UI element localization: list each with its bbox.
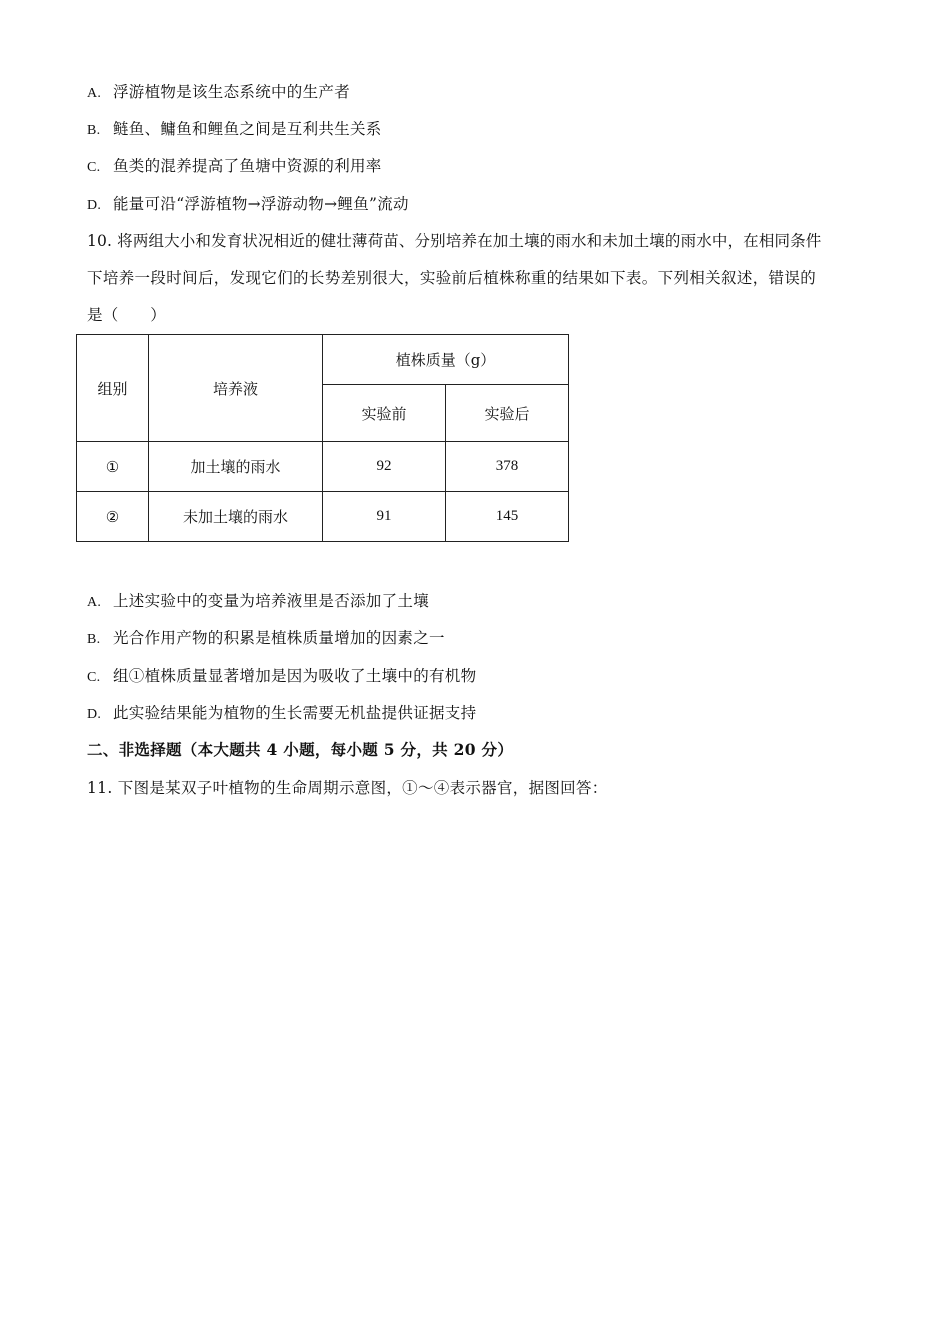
option-letter: C.: [87, 160, 101, 175]
cell-group: ①: [77, 442, 149, 492]
q10-stem-line2: 下培养一段时间后，发现它们的长势差别很大，实验前后植株称重的结果如下表。下列相关叙述，错误的: [87, 269, 817, 287]
option-letter: B.: [87, 123, 101, 138]
cell-medium: 加土壤的雨水: [149, 442, 323, 492]
experiment-table: [76, 334, 569, 542]
q9-option-c: [87, 156, 382, 178]
option-text: 浮游植物是该生态系统中的生产者: [113, 83, 351, 101]
q9-option-d: [87, 194, 409, 216]
option-letter: C.: [87, 670, 101, 685]
cell-after: 378: [446, 442, 569, 492]
header-before: 实验前: [323, 385, 446, 442]
q10-option-b: [87, 628, 445, 650]
q10-stem-line3: 是（ ）: [87, 306, 167, 324]
option-text: 能量可沿“浮游植物→浮游动物→鲤鱼”流动: [113, 195, 409, 213]
q10-option-a: [87, 591, 429, 613]
option-letter: A.: [87, 595, 102, 610]
q10-option-c: [87, 666, 476, 688]
header-medium: 培养液: [149, 335, 323, 442]
option-text: 上述实验中的变量为培养液里是否添加了土壤: [113, 592, 430, 610]
header-group: 组别: [77, 335, 149, 442]
option-text: 光合作用产物的积累是植株质量增加的因素之一: [113, 629, 445, 647]
cell-group: ②: [77, 492, 149, 542]
section-heading: 二、非选择题（本大题共 4 小题，每小题 5 分，共 20 分）: [87, 740, 514, 759]
option-letter: A.: [87, 86, 102, 101]
cell-after: 145: [446, 492, 569, 542]
option-letter: B.: [87, 632, 101, 647]
option-letter: D.: [87, 198, 102, 213]
table-row: [77, 442, 569, 492]
option-text: 组①植株质量显著增加是因为吸收了土壤中的有机物: [113, 667, 477, 685]
option-text: 鲢鱼、鳙鱼和鲤鱼之间是互利共生关系: [113, 120, 382, 138]
table-row: [77, 492, 569, 542]
q9-option-a: [87, 82, 350, 104]
header-after: 实验后: [446, 385, 569, 442]
option-text: 鱼类的混养提高了鱼塘中资源的利用率: [113, 157, 382, 175]
q9-option-b: [87, 119, 382, 141]
cell-before: 91: [323, 492, 446, 542]
q11-stem: 11. 下图是某双子叶植物的生命周期示意图，①～④表示器官，据图回答：: [87, 779, 608, 797]
header-plant-mass: 植株质量（g）: [323, 335, 569, 385]
q10-stem-line1: 10. 将两组大小和发育状况相近的健壮薄荷苗、分别培养在加土壤的雨水和未加土壤的雨水中，在相同条件: [87, 232, 822, 250]
q10-option-d: [87, 703, 476, 725]
cell-before: 92: [323, 442, 446, 492]
option-letter: D.: [87, 707, 102, 722]
cell-medium: 未加土壤的雨水: [149, 492, 323, 542]
option-text: 此实验结果能为植物的生长需要无机盐提供证据支持: [113, 704, 477, 722]
